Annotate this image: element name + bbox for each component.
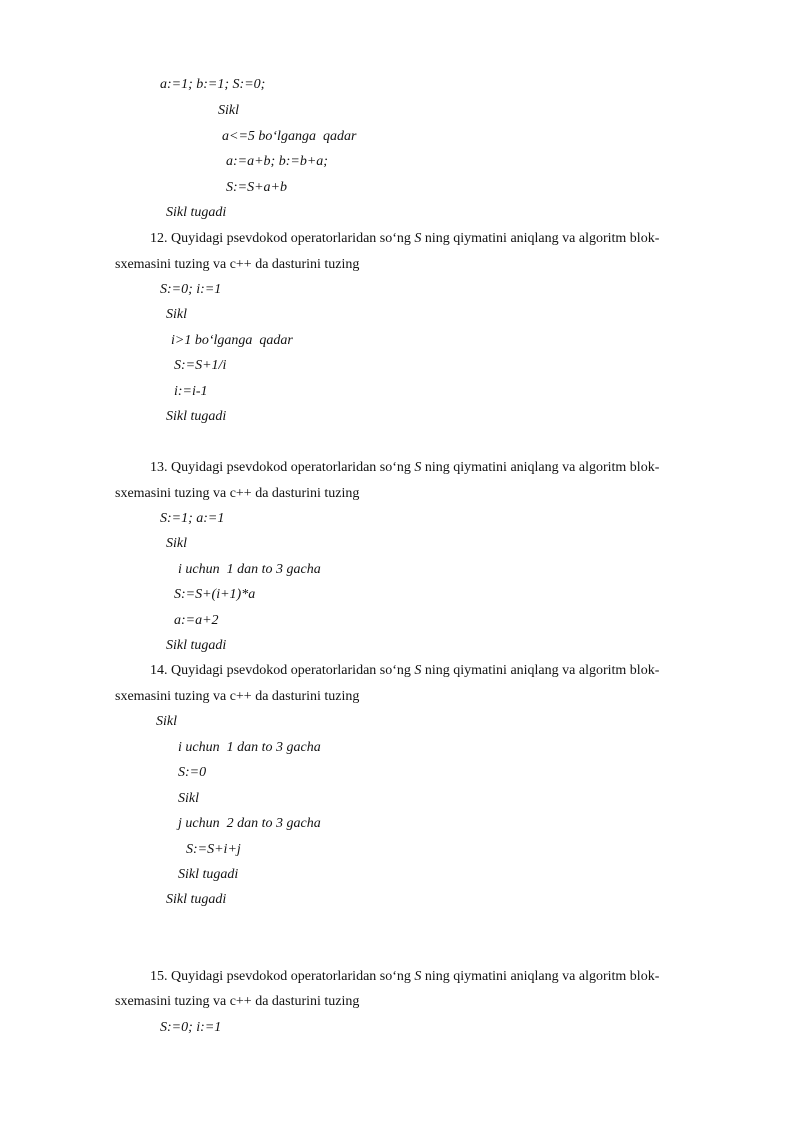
task-13-text-line2: sxemasini tuzing va c++ da dasturini tuzing: [115, 486, 360, 501]
pseudocode-line: S:=S+i+j: [186, 842, 241, 857]
task-15-text-line2: sxemasini tuzing va c++ da dasturini tuzing: [115, 994, 360, 1009]
task-14-text-line2: sxemasini tuzing va c++ da dasturini tuzing: [115, 689, 360, 704]
pseudocode-line: S:=S+a+b: [226, 180, 288, 195]
pseudocode-line: Sikl: [166, 536, 187, 551]
pseudocode-line: i uchun 1 dan to 3 gacha: [178, 740, 321, 755]
pseudocode-line: S:=S+(i+1)*a: [174, 587, 256, 602]
pseudocode-line: a<=5 bo‘lganga qadar: [222, 129, 357, 144]
task-12-text-line2: sxemasini tuzing va c++ da dasturini tuzing: [115, 257, 360, 272]
pseudocode-line: a:=a+b; b:=b+a;: [226, 154, 328, 169]
pseudocode-line: Sikl: [156, 714, 177, 729]
task-12-text-line1: 12. Quyidagi psevdokod operatorlaridan so‘ng S ning qiymatini aniqlang va algoritm blok-: [150, 231, 660, 246]
variable-s: S: [414, 969, 422, 984]
pseudocode-line: S:=S+1/i: [174, 358, 227, 373]
pseudocode-line: Sikl: [218, 103, 239, 118]
task-15-text-line1: 15. Quyidagi psevdokod operatorlaridan so‘ng S ning qiymatini aniqlang va algoritm blok-: [150, 969, 660, 984]
pseudocode-line: Sikl tugadi: [166, 205, 227, 220]
task-14-text-line1: 14. Quyidagi psevdokod operatorlaridan so‘ng S ning qiymatini aniqlang va algoritm blok-: [150, 663, 660, 678]
pseudocode-line: a:=a+2: [174, 613, 219, 628]
variable-s: S: [414, 460, 422, 475]
pseudocode-line: S:=0: [178, 765, 207, 780]
variable-s: S: [414, 231, 422, 246]
task-13-text-line1: 13. Quyidagi psevdokod operatorlaridan so‘ng S ning qiymatini aniqlang va algoritm blok-: [150, 460, 660, 475]
pseudocode-line: S:=0; i:=1: [160, 282, 222, 297]
pseudocode-line: Sikl tugadi: [166, 638, 227, 653]
pseudocode-line: j uchun 2 dan to 3 gacha: [178, 816, 321, 831]
pseudocode-line: S:=0; i:=1: [160, 1020, 222, 1035]
pseudocode-line: a:=1; b:=1; S:=0;: [160, 77, 266, 92]
pseudocode-line: S:=1; a:=1: [160, 511, 225, 526]
pseudocode-line: Sikl: [166, 307, 187, 322]
pseudocode-line: i:=i-1: [174, 384, 208, 399]
pseudocode-line: Sikl tugadi: [166, 892, 227, 907]
pseudocode-line: Sikl tugadi: [178, 867, 239, 882]
pseudocode-line: i uchun 1 dan to 3 gacha: [178, 562, 321, 577]
pseudocode-line: i>1 bo‘lganga qadar: [171, 333, 293, 348]
variable-s: S: [414, 663, 422, 678]
pseudocode-line: Sikl: [178, 791, 199, 806]
pseudocode-line: Sikl tugadi: [166, 409, 227, 424]
